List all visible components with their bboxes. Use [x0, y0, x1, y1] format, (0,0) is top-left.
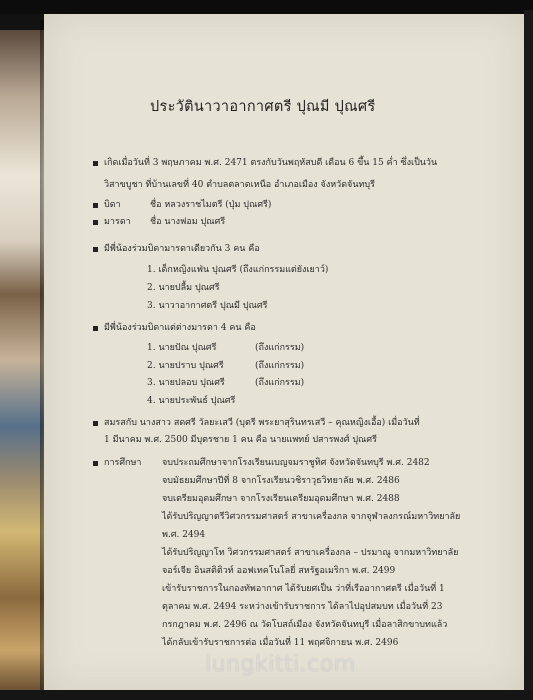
- bullet-icon: [93, 421, 98, 426]
- mother-label: มารดา: [104, 217, 131, 227]
- bullet-icon: [93, 161, 98, 166]
- bullet-icon: [93, 326, 98, 331]
- education-line: ได้กลับเข้ารับราชการต่อ เมื่อวันที่ 11 พฤศจิกายน พ.ศ. 2496: [162, 638, 399, 648]
- bullet-icon: [93, 203, 98, 208]
- photo-top-border: [0, 0, 533, 14]
- mother-text: ชื่อ นางฟอม ปุณศรี: [150, 217, 226, 227]
- education-line: เข้ารับราชการในกองทัพอากาศ ได้รับยศเป็น ว่าที่เรืออากาศตรี เมื่อวันที่ 1: [162, 584, 445, 594]
- photo-right-border: [524, 10, 533, 700]
- education-line: ได้รับปริญญาตรีวิศวกรรมศาสตร์ สาขาเครื่องกล จากจุฬาลงกรณ์มหาวิทยาลัย: [162, 512, 461, 522]
- bullet-icon: [93, 220, 98, 225]
- sibling-half-name: 4. นายประพันธ์ ปุณศรี: [147, 396, 236, 406]
- marriage-line-1: สมรสกับ นางสาว สดศรี วัลยะเสวี (บุตรี พระยาสุรินทรเสวี – คุณหญิงเอื้อ) เมื่อวันที่: [104, 418, 420, 428]
- father-text: ชื่อ หลวงราชไมตรี (ปุ่ม ปุณศรี): [150, 200, 272, 210]
- sibling-same-item: 1. เด็กหญิงแฟ่น ปุณศรี (ถึงแก่กรรมแต่ยังเยาว์): [147, 265, 329, 275]
- education-line: กรกฎาคม พ.ศ. 2496 ณ วัดโบสถ์เมือง จังหวัดจันทบุรี เมื่อลาสิกขาบทแล้ว: [162, 620, 448, 630]
- education-line: ตุลาคม พ.ศ. 2494 ระหว่างเข้ารับราชการ ได้ลาไปอุปสมบท เมื่อวันที่ 23: [162, 602, 443, 612]
- education-line: จบเตรียมอุดมศึกษา จากโรงเรียนเตรียมอุดมศึกษา พ.ศ. 2488: [162, 494, 400, 504]
- sibling-same-item: 2. นายปลื้ม ปุณศรี: [147, 283, 220, 293]
- sibling-half-note: (ถึงแก่กรรม): [255, 343, 305, 353]
- photo-bottom-border: [0, 690, 533, 700]
- sibling-half-name: 3. นายปลอบ ปุณศรี: [147, 378, 225, 388]
- marriage-line-2: 1 มีนาคม พ.ศ. 2500 มีบุตรชาย 1 คน คือ นายแพทย์ ปสารพงศ์ ปุณศรี: [104, 435, 377, 445]
- birth-line-2: วิสาขบูชา ที่บ้านเลขที่ 40 ตำบลตลาดเหนือ อำเภอเมือง จังหวัดจันทบุรี: [104, 180, 375, 190]
- father-label: บิดา: [104, 200, 121, 210]
- sibling-same-item: 3. นาวาอากาศตรี ปุณมี ปุณศรี: [147, 301, 268, 311]
- education-label: การศึกษา: [104, 458, 142, 468]
- facing-page-photo: [0, 30, 44, 690]
- bullet-icon: [93, 247, 98, 252]
- sibling-half-name: 2. นายปราบ ปุณศรี: [147, 361, 224, 371]
- education-line: จอร์เจีย อินสติติวท์ ออฟเทคโนโลยี่ สหรัฐอเมริกา พ.ศ. 2499: [162, 566, 396, 576]
- siblings-same-heading: มีพี่น้องร่วมบิดามารดาเดียวกัน 3 คน คือ: [104, 244, 260, 254]
- birth-line-1: เกิดเมื่อวันที่ 3 พฤษภาคม พ.ศ. 2471 ตรงกับวันพฤหัสบดี เดือน 6 ขึ้น 15 ค่ำ ซึ่งเป็นวัน: [104, 158, 438, 168]
- page-title: ประวัตินาวาอากาศตรี ปุณมี ปุณศรี: [150, 99, 376, 115]
- education-line: ได้รับปริญญาโท วิศวกรรมศาสตร์ สาขาเครื่องกล – ปรมาณู จากมหาวิทยาลัย: [162, 548, 459, 558]
- education-line: พ.ศ. 2494: [162, 530, 206, 540]
- siblings-half-heading: มีพี่น้องร่วมบิดาแต่ต่างมารดา 4 คน คือ: [104, 323, 256, 333]
- bullet-icon: [93, 461, 98, 466]
- sibling-half-name: 1. นายปัณ ปุณศรี: [147, 343, 217, 353]
- sibling-half-note: (ถึงแก่กรรม): [255, 361, 305, 371]
- education-line: จบมัธยมศึกษาปีที่ 8 จากโรงเรียนวชิราวุธวิทยาลัย พ.ศ. 2486: [162, 476, 400, 486]
- education-line: จบประถมศึกษาจากโรงเรียนเบญจมราชูทิศ จังหวัดจันทบุรี พ.ศ. 2482: [162, 458, 430, 468]
- sibling-half-note: (ถึงแก่กรรม): [255, 378, 305, 388]
- site-watermark: lungkitti.com: [205, 652, 356, 677]
